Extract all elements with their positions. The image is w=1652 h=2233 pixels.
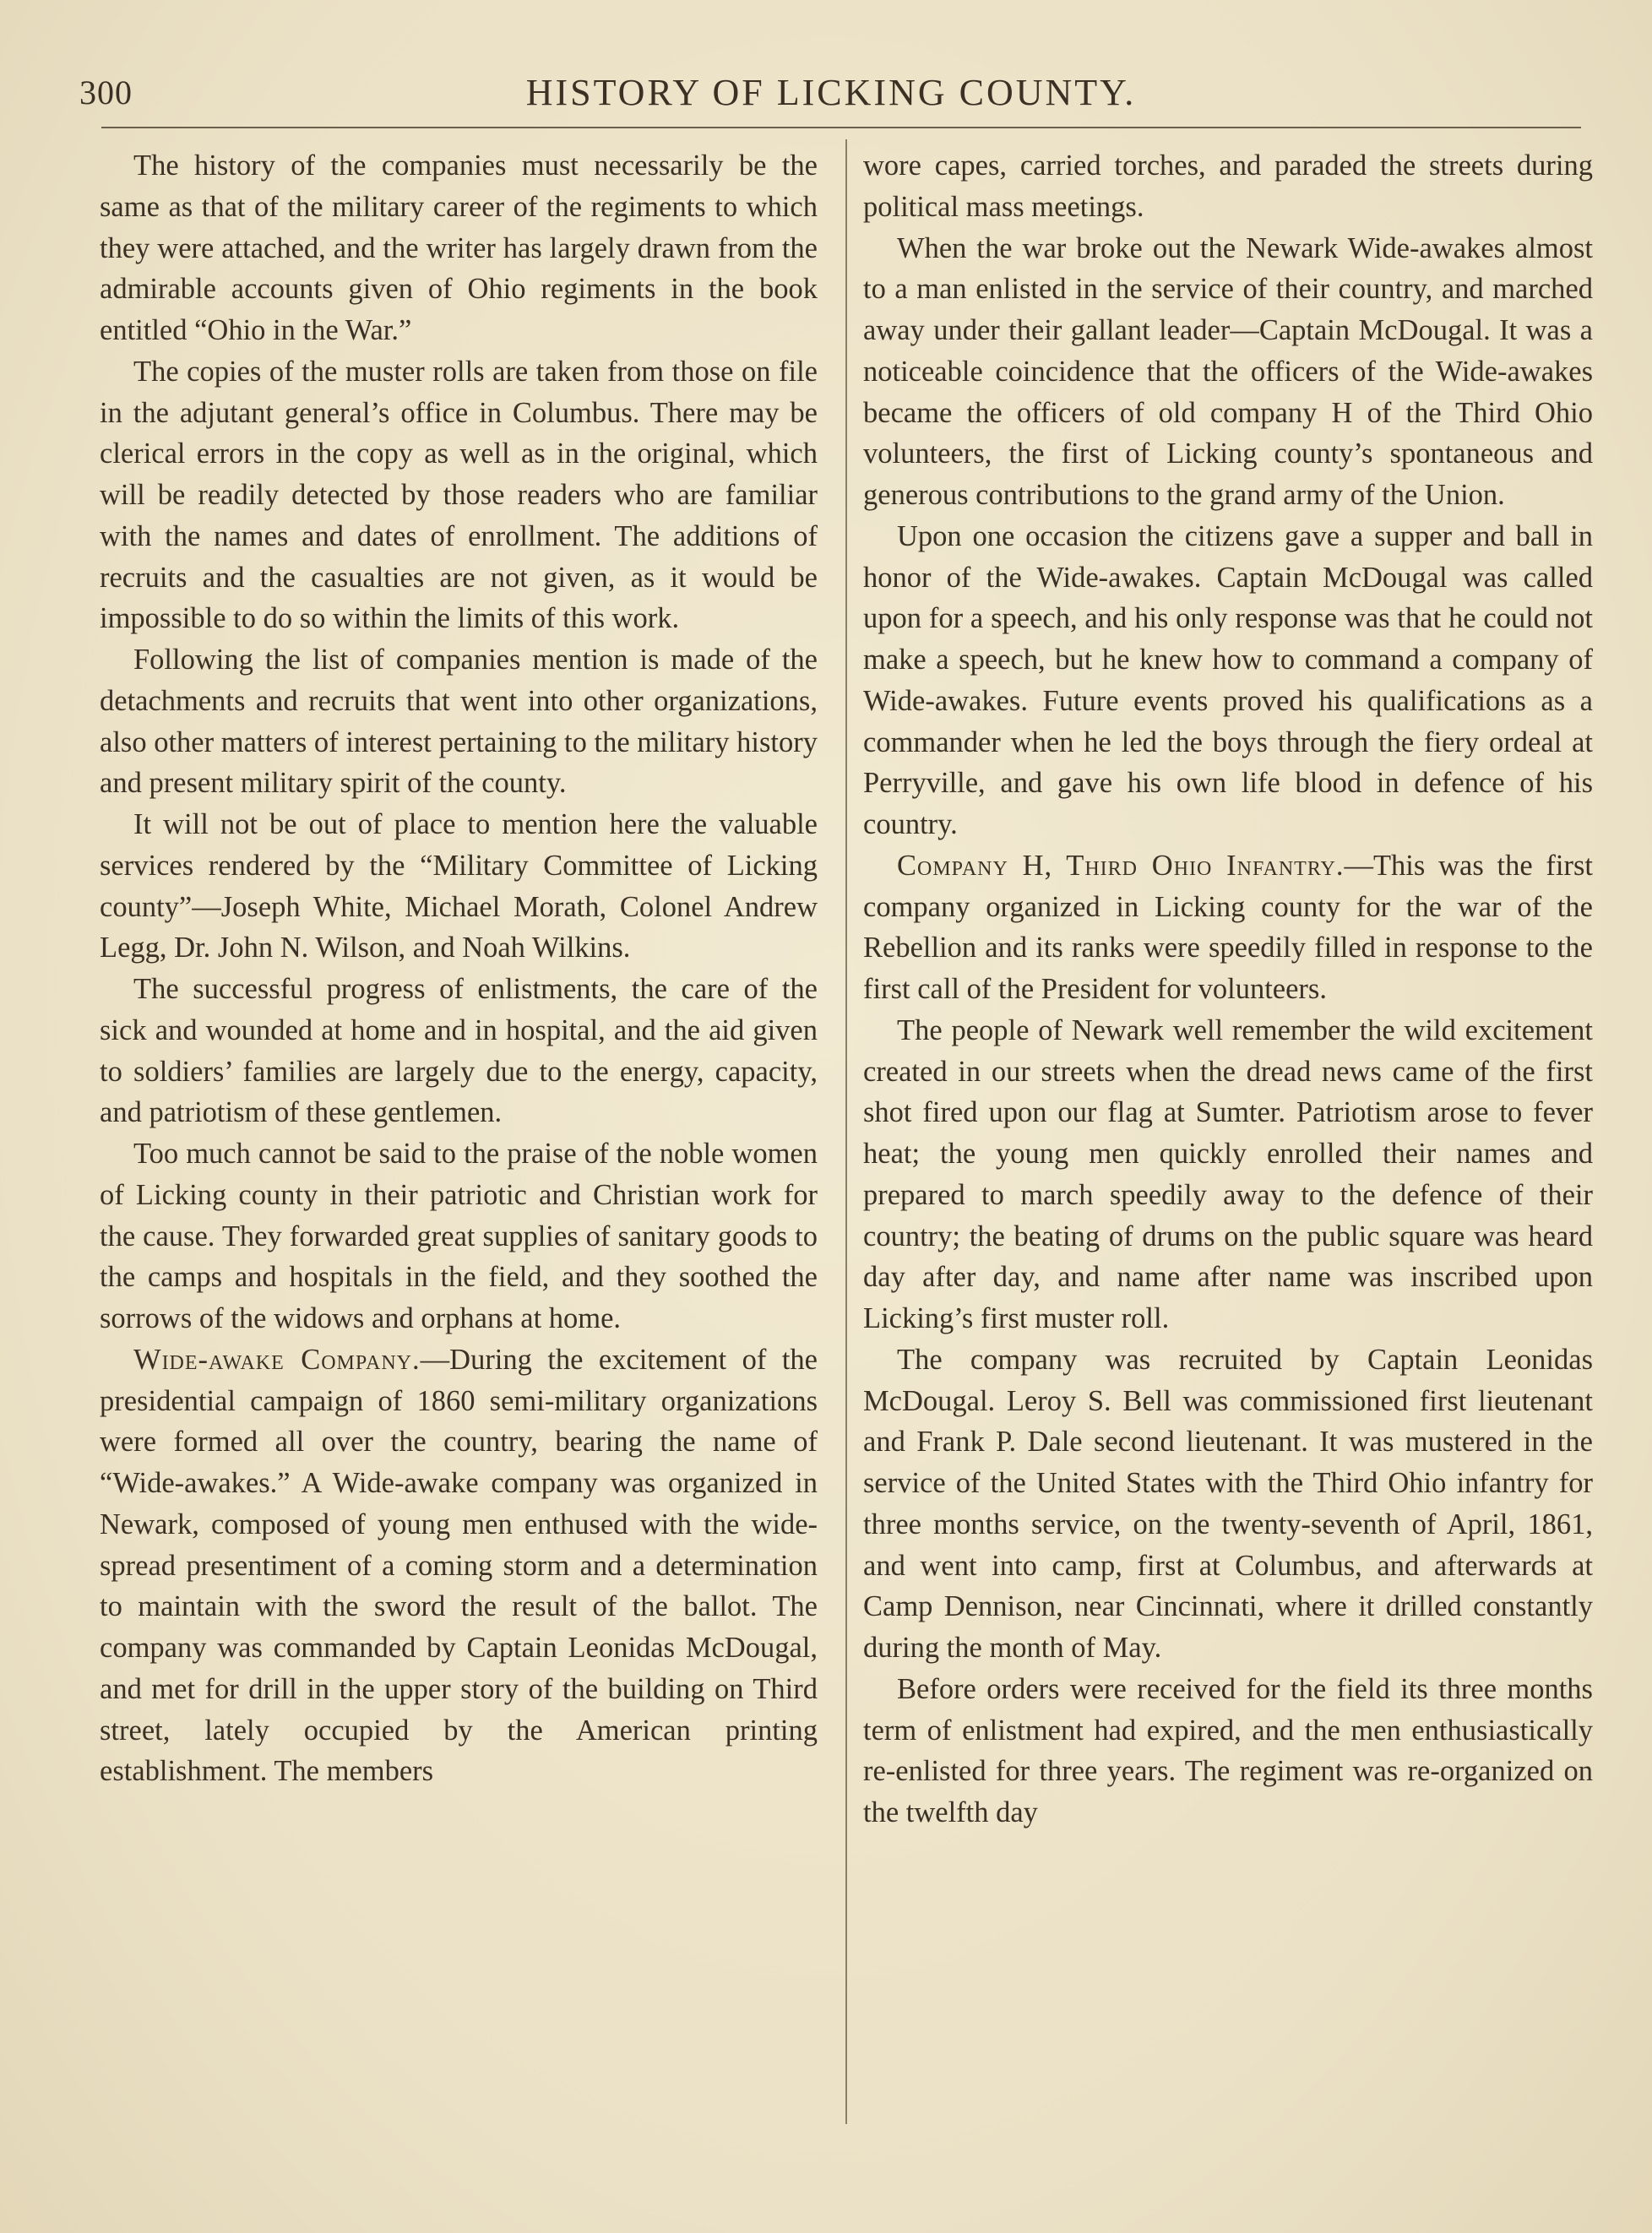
paragraph: The copies of the muster rolls are taken from those on file in the adjutant general’s office in Columbus. There may be clerical errors in the copy as well as in the original, which will be readily detected by those readers who are familiar with the names and dates of enrollment. The additions of recruits and the casualties are not given, as it would be impossible to do so within the limits of this work. xyxy=(100,355,818,635)
section-text: —During the excitement of the presidential campaign of 1860 semi-military organizations were formed all over the country, bearing the name of “Wide-awakes.” A Wide-awake company was organized in Newark, composed of young men enthused with the wide-spread presentiment of a coming storm and a determination to maintain with the sword the result of the ballot. The company was commanded by Captain Leonidas McDougal, and met for drill in the upper story of the building on Third street, lately occupied by the American printing establishment. The members xyxy=(100,1343,818,1788)
paragraph: It will not be out of place to mention here the valuable services rendered by the “Military Committee of Licking county”—Joseph White, Michael Morath, Colonel Andrew Legg, Dr. John N. Wilson, and Noah Wilkins. xyxy=(100,808,818,964)
header-rule xyxy=(101,127,1581,128)
paragraph xyxy=(100,1339,818,1792)
paragraph: When the war broke out the Newark Wide-awakes almost to a man enlisted in the service of their country, and marched away under their gallant leader—Captain McDougal. It was a noticeable coincidence that the officers of the Wide-awakes became the officers of old company H of the Third Ohio volunteers, the first of Licking county’s spontaneous and generous contributions to the grand army of the Union. xyxy=(863,231,1593,511)
paragraph: Following the list of companies mention is made of the detachments and recruits that went into other organizations, also other matters of interest pertaining to the military history and present military spirit of the county. xyxy=(100,644,818,800)
paragraph: Before orders were received for the field its three months term of enlistment had expired, and the men enthusiastically re-enlisted for three years. The regiment was re-organized on the twelfth day xyxy=(863,1672,1593,1828)
left-column xyxy=(100,145,818,2122)
paragraph: The successful progress of enlistments, the care of the sick and wounded at home and in hospital, and the aid given to soldiers’ families are largely due to the energy, capacity, and patriotism of these gentlemen. xyxy=(100,973,818,1129)
paragraph xyxy=(863,845,1593,1010)
paragraph: Too much cannot be said to the praise of the noble women of Licking county in their patriotic and Christian work for the cause. They forwarded great supplies of sanitary goods to the camps and hospitals in the field, and they soothed the sorrows of the widows and orphans at home. xyxy=(100,1138,818,1334)
paragraph: The company was recruited by Captain Leonidas McDougal. Leroy S. Bell was commissioned first lieutenant and Frank P. Dale second lieutenant. It was mustered in the service of the United States with the Third Ohio infantry for three months service, on the twenty-seventh of April, 1861, and went into camp, first at Columbus, and afterwards at Camp Dennison, near Cincinnati, where it drilled constantly during the month of May. xyxy=(863,1343,1593,1664)
section-heading: Company H, Third Ohio Infantry. xyxy=(897,849,1345,882)
section-text: —This was the first company organized in Licking county for the war of the Rebellion and its ranks were speedily filled in response to the first call of the President for volunteers. xyxy=(863,849,1593,1005)
page-header xyxy=(79,66,1583,120)
page-number: 300 xyxy=(79,73,133,111)
paragraph: The history of the companies must necessarily be the same as that of the military career of the regiments to which they were attached, and the writer has largely drawn from the admirable accounts given of Ohio regiments in the book entitled “Ohio in the War.” xyxy=(100,149,818,346)
running-title: HISTORY OF LICKING COUNTY. xyxy=(525,72,1137,113)
column-divider xyxy=(845,139,847,2124)
right-column xyxy=(863,145,1593,2122)
paragraph-continued: wore capes, carried torches, and paraded the streets during political mass meetings. xyxy=(863,149,1593,223)
section-heading: Wide-awake Company. xyxy=(133,1343,421,1376)
paragraph: Upon one occasion the citizens gave a supper and ball in honor of the Wide-awakes. Captain McDougal was called upon for a speech, and his only response was that he could not make a speech, but he knew how to command a company of Wide-awakes. Future events proved his qualifications as a commander when he led the boys through the fiery ordeal at Perryville, and gave his own life blood in defence of his country. xyxy=(863,519,1593,840)
paragraph: The people of Newark well remember the wild excitement created in our streets when the dread news came of the first shot fired upon our flag at Sumter. Patriotism arose to fever heat; the young men quickly enrolled their names and prepared to march speedily away to the defence of their country; the beating of drums on the public square was heard day after day, and name after name was inscribed upon Licking’s first muster roll. xyxy=(863,1013,1593,1334)
